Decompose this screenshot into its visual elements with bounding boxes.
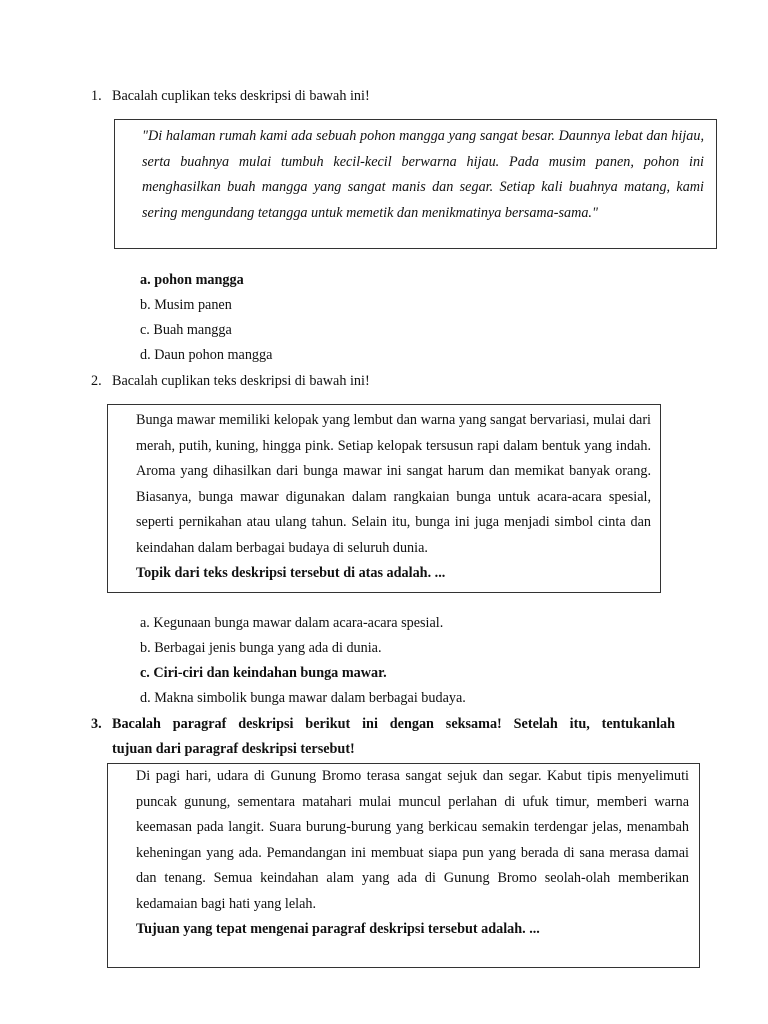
option-b[interactable]: b. Musim panen xyxy=(140,297,232,313)
question-number: 2. xyxy=(91,373,102,389)
option-d[interactable]: d. Makna simbolik bunga mawar dalam berbagai budaya. xyxy=(140,690,466,706)
passage-text: Bunga mawar memiliki kelopak yang lembut dan warna yang sangat bervariasi, mulai dari merah, putih, kuning, hingga pink. Setiap kelopak tersusun rapi dalam bentuk yang indah. Aroma yang dihasilkan dari bunga mawar ini sangat harum dan memikat banyak orang. Biasanya, bunga mawar digunakan dalam rangkaian bunga untuk acara-acara spesial, seperti pernikahan atau ulang tahun. Selain itu, bunga ini juga menjadi simbol cinta dan keindahan dalam berbagai budaya di seluruh dunia. xyxy=(136,412,651,556)
question-2 xyxy=(91,369,675,394)
question-prompt: Bacalah cuplikan teks deskripsi di bawah ini! xyxy=(112,88,370,104)
passage-question: Topik dari teks deskripsi tersebut di atas adalah. ... xyxy=(136,565,446,581)
passage-box-2 xyxy=(107,404,661,593)
passage-box-3 xyxy=(107,763,700,968)
option-c[interactable]: c. Ciri-ciri dan keindahan bunga mawar. xyxy=(140,665,387,681)
question-prompt: Bacalah cuplikan teks deskripsi di bawah ini! xyxy=(112,373,370,389)
question-3 xyxy=(91,712,675,762)
option-d[interactable]: d. Daun pohon mangga xyxy=(140,347,273,363)
passage-text: Di pagi hari, udara di Gunung Bromo terasa sangat sejuk dan segar. Kabut tipis menyelimuti puncak gunung, sementara matahari mulai muncul perlahan di ufuk timur, memberi warna keemasan pada langit. Suara burung-burung yang berkicau semakin terdengar jelas, menambah keheningan yang ada. Pemandangan ini membuat siapa pun yang berada di sana merasa damai dan tenang. Semua keindahan alam yang ada di Gunung Bromo seolah-olah memberikan kedamaian bagi hati yang lelah. xyxy=(136,768,689,912)
question-1 xyxy=(91,84,675,109)
options-list-1 xyxy=(140,268,272,368)
option-a[interactable]: a. pohon mangga xyxy=(140,272,244,288)
passage-box-1 xyxy=(114,119,717,249)
question-prompt-line2: tujuan dari paragraf deskripsi tersebut! xyxy=(112,741,355,757)
passage-text: "Di halaman rumah kami ada sebuah pohon mangga yang sangat besar. Daunnya lebat dan hijau, serta buahnya mulai tumbuh kecil-kecil berwarna hijau. Pada musim panen, pohon ini menghasilkan buah mangga yang sangat manis dan segar. Setiap kali buahnya matang, kami sering mengundang tetangga untuk memetik dan menikmatinya bersama-sama." xyxy=(142,128,704,221)
option-c[interactable]: c. Buah mangga xyxy=(140,322,232,338)
question-number: 1. xyxy=(91,88,102,104)
question-prompt-line1: Bacalah paragraf deskripsi berikut ini dengan seksama! Setelah itu, tentukanlah xyxy=(112,716,675,732)
question-number: 3. xyxy=(91,716,102,732)
option-b[interactable]: b. Berbagai jenis bunga yang ada di dunia. xyxy=(140,640,382,656)
passage-question: Tujuan yang tepat mengenai paragraf deskripsi tersebut adalah. ... xyxy=(136,921,540,937)
option-a[interactable]: a. Kegunaan bunga mawar dalam acara-acara spesial. xyxy=(140,615,444,631)
options-list-2 xyxy=(140,611,466,711)
